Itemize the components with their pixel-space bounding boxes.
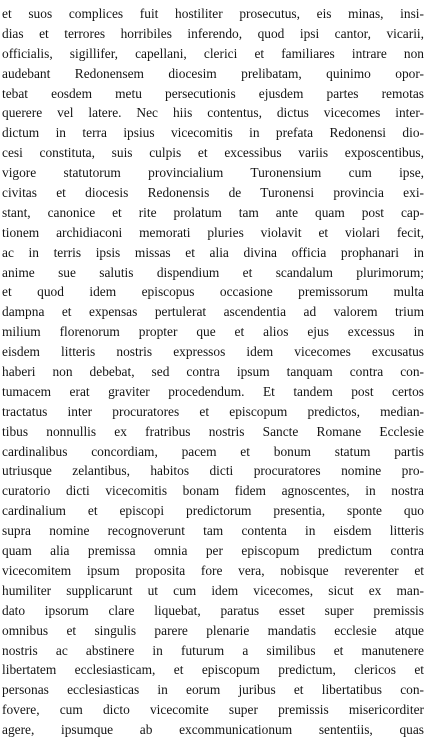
text-line: humiliter supplicarunt ut cum idem vicecomes, sicut ex man- [2,582,424,598]
text-line: libertatem ecclesiasticam, et episcopum predictum, clericos et [2,662,424,678]
text-line: eisdem litteris nostris expressos idem vicecomes excusatus [2,344,424,360]
text-line: cardinalium et episcopi predictorum presentia, sponte quo [2,503,424,519]
text-line: supra nomine recognoverunt tam contenta in eisdem litteris [2,523,424,539]
text-line: et suos complices fuit hostiliter prosecutus, eis minas, insi- [2,6,424,21]
text-line: fovere, cum dicto vicecomite super premissis misericorditer [2,702,424,718]
text-line: officialis, sigillifer, capellani, clerici et familiares intrare non [2,45,424,61]
text-line: cardinalibus concordiam, pacem et bonum statum partis [2,443,424,459]
text-line: dias et terrores horribiles inferendo, quod ipsi cantor, vicarii, [2,25,424,41]
text-line: vigore statutorum provincialium Turonensium cum ipse, [2,165,424,181]
text-line: cesi constituta, suis culpis et excessibus variis exposcentibus, [2,145,424,161]
text-line: querere vel latere. Nec hiis contentus, dictus vicecomes inter- [2,105,424,121]
text-line: vicecomitem ipsum proposita fore vera, nobisque reverenter et [2,562,424,578]
text-line: personas ecclesiasticas in eorum juribus et libertatibus con- [2,682,424,698]
text-line: ac in terris ipsis missas et alia divina officia prophanari in [2,244,424,260]
text-line: civitas et diocesis Redonensis de Turonensi provincia exi- [2,185,424,201]
text-line: omnibus et singulis parere plenarie mandatis ecclesie atque [2,622,424,638]
text-line: audebant Redonensem diocesim prelibatam, quinimo opor- [2,65,424,81]
text-line: milium florenorum propter que et alios ejus excessus in [2,324,424,340]
text-line: dictum in terra ipsius vicecomitis in prefata Redonensi dio- [2,125,424,141]
text-line: dato ipsorum clare liquebat, paratus esset super premissis [2,602,424,618]
text-line: utriusque zelantibus, habitos dicti procuratores nomine pro- [2,463,424,479]
document-page [2,4,424,740]
text-line: et quod idem episcopus occasione premissorum multa [2,284,424,300]
text-line: anime sue salutis dispendium et scandalum plurimorum; [2,264,424,280]
text-line: agere, ipsumque ab excommunicationum sententiis, quas [2,722,424,738]
text-line: tibus nonnullis ex fratribus nostris Sancte Romane Ecclesie [2,423,424,439]
text-line: tractatus inter procuratores et episcopum predictos, median- [2,403,424,419]
text-line: haberi non debebat, sed contra ipsum tanquam contra con- [2,364,424,380]
text-line: quam alia premissa omnia per episcopum predictum contra [2,543,424,559]
text-line: curatorio dicti vicecomitis bonam fidem agnoscentes, in nostra [2,483,424,499]
text-line: nostris ac abstinere in futurum a similibus et manutenere [2,642,424,658]
text-line: tumacem erat graviter procedendum. Et tandem post certos [2,383,424,399]
text-line: dampna et expensas pertulerat ascendentia ad valorem trium [2,304,424,320]
text-line: tionem archidiaconi memorati pluries violavit et violari fecit, [2,224,424,240]
text-line: tebat eosdem metu persecutionis ejusdem partes remotas [2,85,424,101]
text-line: stant, canonice et rite prolatum tam ante quam post cap- [2,204,424,220]
